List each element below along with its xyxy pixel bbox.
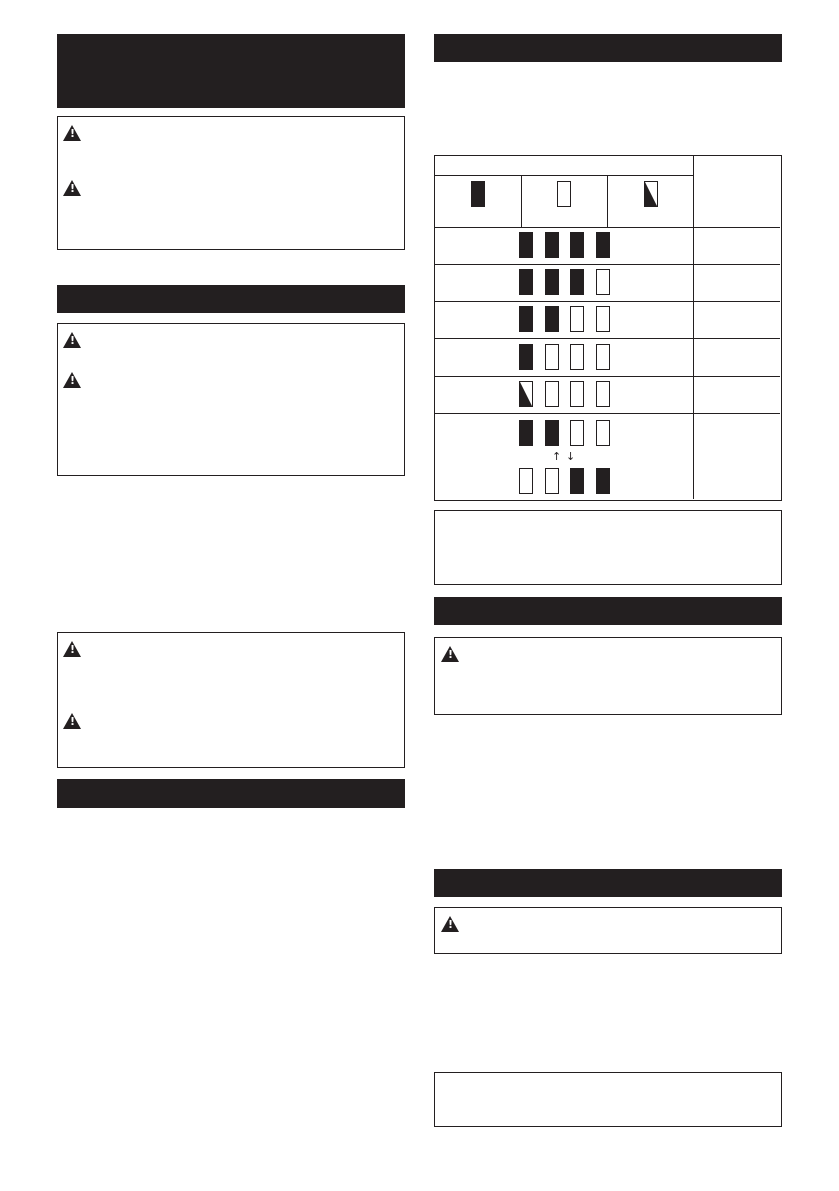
lamp-blinking-icon: [644, 181, 658, 207]
lamp-off-icon: [570, 381, 584, 407]
lamp-on-icon: [545, 269, 559, 295]
lamp-off-icon: [596, 269, 610, 295]
table-divider: [607, 175, 608, 227]
table-divider: [693, 156, 694, 499]
lamp-off-icon: [596, 306, 610, 332]
warning-triangle-icon: [441, 646, 459, 662]
section-header-bar: [434, 597, 782, 625]
table-divider: [435, 301, 780, 302]
warning-box: [57, 632, 405, 768]
lamp-on-icon: [570, 232, 584, 258]
note-box: [434, 1072, 782, 1127]
up-arrow-icon: ↑: [552, 450, 562, 463]
table-divider: [435, 264, 780, 265]
section-header-bar: [57, 285, 405, 313]
lamp-off-icon: [545, 344, 559, 370]
table-divider: [521, 175, 522, 227]
warning-triangle-icon: [63, 713, 81, 729]
lamp-off-icon: [596, 344, 610, 370]
lamp-on-icon: [471, 181, 485, 207]
lamp-off-icon: [519, 468, 533, 494]
lamp-blinking-icon: [519, 381, 533, 407]
lamp-off-icon: [570, 420, 584, 446]
lamp-on-icon: [570, 269, 584, 295]
warning-triangle-icon: [63, 125, 81, 141]
table-divider: [435, 413, 780, 414]
lamp-on-icon: [545, 420, 559, 446]
lamp-off-icon: [596, 420, 610, 446]
lamp-off-icon: [596, 381, 610, 407]
lamp-on-icon: [545, 232, 559, 258]
section-header-bar: [57, 34, 405, 108]
warning-box: [57, 323, 405, 476]
lamp-off-icon: [557, 181, 571, 207]
warning-triangle-icon: [63, 180, 81, 196]
warning-box: [434, 637, 782, 715]
table-divider: [435, 227, 780, 228]
lamp-on-icon: [545, 306, 559, 332]
lamp-on-icon: [519, 344, 533, 370]
lamp-on-icon: [570, 468, 584, 494]
section-header-bar: [57, 779, 405, 808]
section-header-bar: [434, 34, 782, 62]
warning-triangle-icon: [63, 372, 81, 388]
lamp-off-icon: [570, 344, 584, 370]
lamp-off-icon: [545, 381, 559, 407]
lamp-on-icon: [596, 232, 610, 258]
table-divider: [435, 175, 693, 176]
lamp-on-icon: [519, 306, 533, 332]
table-divider: [435, 376, 780, 377]
lamp-off-icon: [545, 468, 559, 494]
lamp-on-icon: [519, 420, 533, 446]
lamp-on-icon: [519, 232, 533, 258]
note-box: [434, 510, 782, 585]
warning-box: [57, 116, 405, 250]
warning-box: [434, 907, 782, 954]
lamp-on-icon: [596, 468, 610, 494]
warning-triangle-icon: [63, 641, 81, 657]
section-header-bar: [434, 869, 782, 897]
lamp-off-icon: [570, 306, 584, 332]
down-arrow-icon: ↓: [566, 450, 576, 463]
lamp-on-icon: [519, 269, 533, 295]
table-divider: [435, 338, 780, 339]
indicator-lamp-table: [434, 155, 782, 501]
warning-triangle-icon: [441, 916, 459, 932]
warning-triangle-icon: [63, 332, 81, 348]
